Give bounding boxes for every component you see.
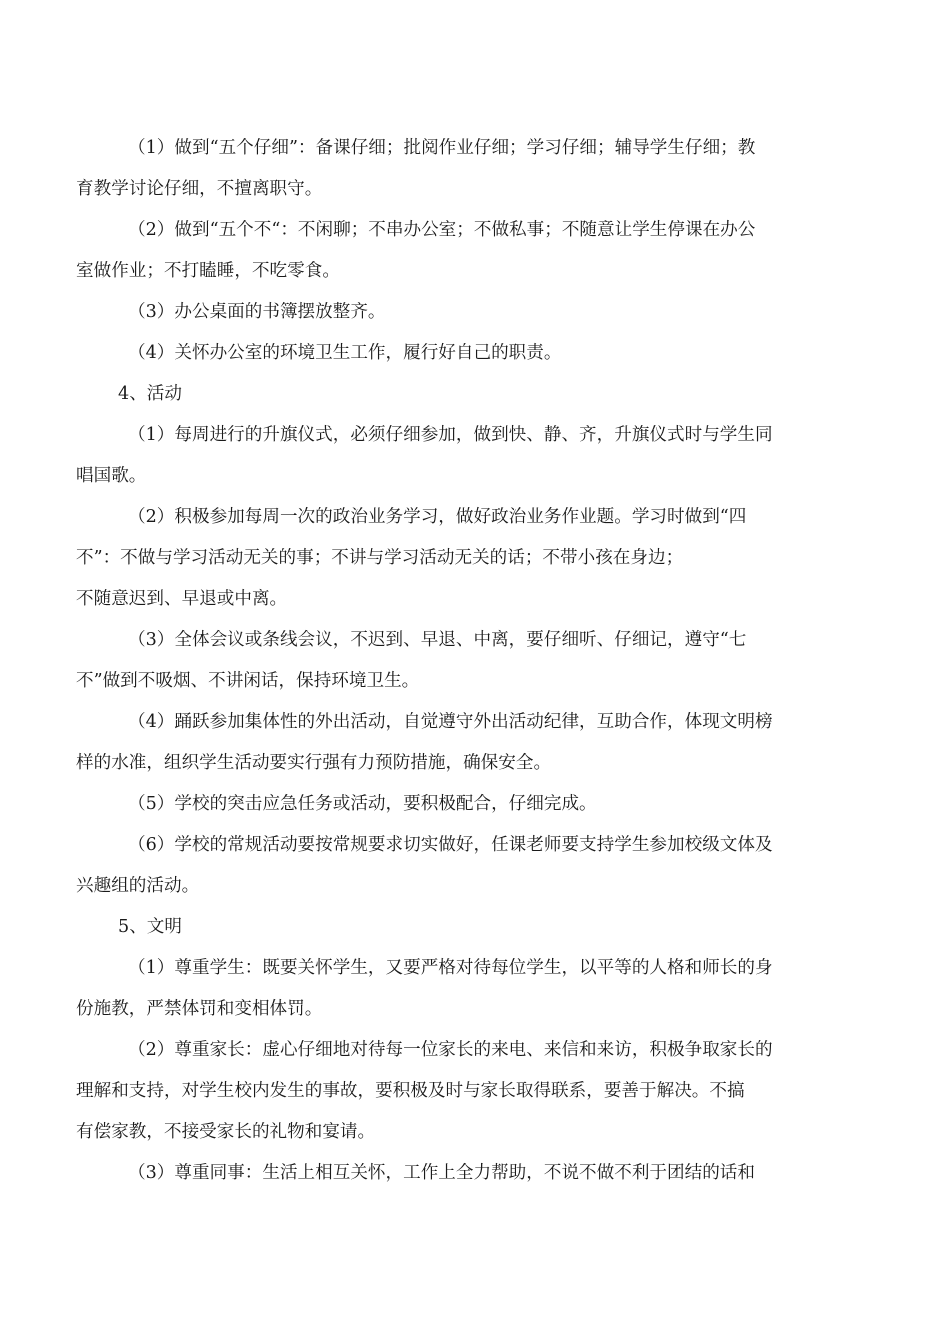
- text-line: 唱国歌。: [76, 466, 147, 486]
- paragraph: [76, 1030, 884, 1153]
- text-line: （1）做到“五个仔细”：备课仔细；批阅作业仔细；学习仔细；辅导学生仔细；教: [128, 138, 756, 158]
- text-line: 室做作业；不打瞌睡，不吃零食。: [76, 261, 340, 281]
- text-line: 不随意迟到、早退或中离。: [76, 589, 288, 609]
- text-line: （3）尊重同事：生活上相互关怀，工作上全力帮助，不说不做不利于团结的话和: [128, 1163, 755, 1183]
- text-line: （3）办公桌面的书簿摆放整齐。: [128, 302, 386, 322]
- document-body: [76, 128, 884, 1194]
- text-line: （3）全体会议或条线会议，不迟到、早退、中离，要仔细听、仔细记，遵守“七: [128, 630, 747, 650]
- paragraph: [76, 497, 884, 579]
- paragraph: [76, 128, 884, 210]
- paragraph: [76, 415, 884, 497]
- text-line: 份施教，严禁体罚和变相体罚。: [76, 999, 323, 1019]
- text-line: （4）关怀办公室的环境卫生工作，履行好自己的职责。: [128, 343, 562, 363]
- text-line: （1）尊重学生：既要关怀学生，又要严格对待每位学生，以平等的人格和师长的身: [128, 958, 773, 978]
- text-line: 4、活动: [118, 384, 182, 404]
- text-line: 不”做到不吸烟、不讲闲话，保持环境卫生。: [76, 671, 420, 691]
- paragraph: [76, 620, 884, 702]
- paragraph: [76, 333, 884, 374]
- text-line: （6）学校的常规活动要按常规要求切实做好，任课老师要支持学生参加校级文体及: [128, 835, 773, 855]
- paragraph: [76, 1153, 884, 1194]
- text-line: 样的水准，组织学生活动要实行强有力预防措施，确保安全。: [76, 753, 552, 773]
- paragraph: [76, 948, 884, 1030]
- text-line: 5、文明: [118, 917, 182, 937]
- text-line: 不”：不做与学习活动无关的事；不讲与学习活动无关的话；不带小孩在身边；: [76, 548, 684, 568]
- text-line: （1）每周进行的升旗仪式，必须仔细参加，做到快、静、齐，升旗仪式时与学生同: [128, 425, 773, 445]
- text-line: （2）尊重家长：虚心仔细地对待每一位家长的来电、来信和来访，积极争取家长的: [128, 1040, 773, 1060]
- section-heading: [76, 374, 884, 415]
- section-heading: [76, 907, 884, 948]
- text-line: （4）踊跃参加集体性的外出活动，自觉遵守外出活动纪律，互助合作，体现文明榜: [128, 712, 773, 732]
- text-line: （5）学校的突击应急任务或活动，要积极配合，仔细完成。: [128, 794, 597, 814]
- document-page: [76, 128, 884, 1194]
- text-line: （2）做到“五个不“：不闲聊；不串办公室；不做私事；不随意让学生停课在办公: [128, 220, 756, 240]
- text-line: 有偿家教，不接受家长的礼物和宴请。: [76, 1122, 376, 1142]
- paragraph: [76, 210, 884, 292]
- paragraph: [76, 784, 884, 825]
- paragraph: [76, 579, 884, 620]
- text-line: 理解和支持，对学生校内发生的事故，要积极及时与家长取得联系，要善于解决。不搞: [76, 1081, 745, 1101]
- paragraph: [76, 292, 884, 333]
- paragraph: [76, 702, 884, 784]
- text-line: 兴趣组的活动。: [76, 876, 200, 896]
- text-line: 育教学讨论仔细，不擅离职守。: [76, 179, 323, 199]
- text-line: （2）积极参加每周一次的政治业务学习，做好政治业务作业题。学习时做到“四: [128, 507, 747, 527]
- paragraph: [76, 825, 884, 907]
